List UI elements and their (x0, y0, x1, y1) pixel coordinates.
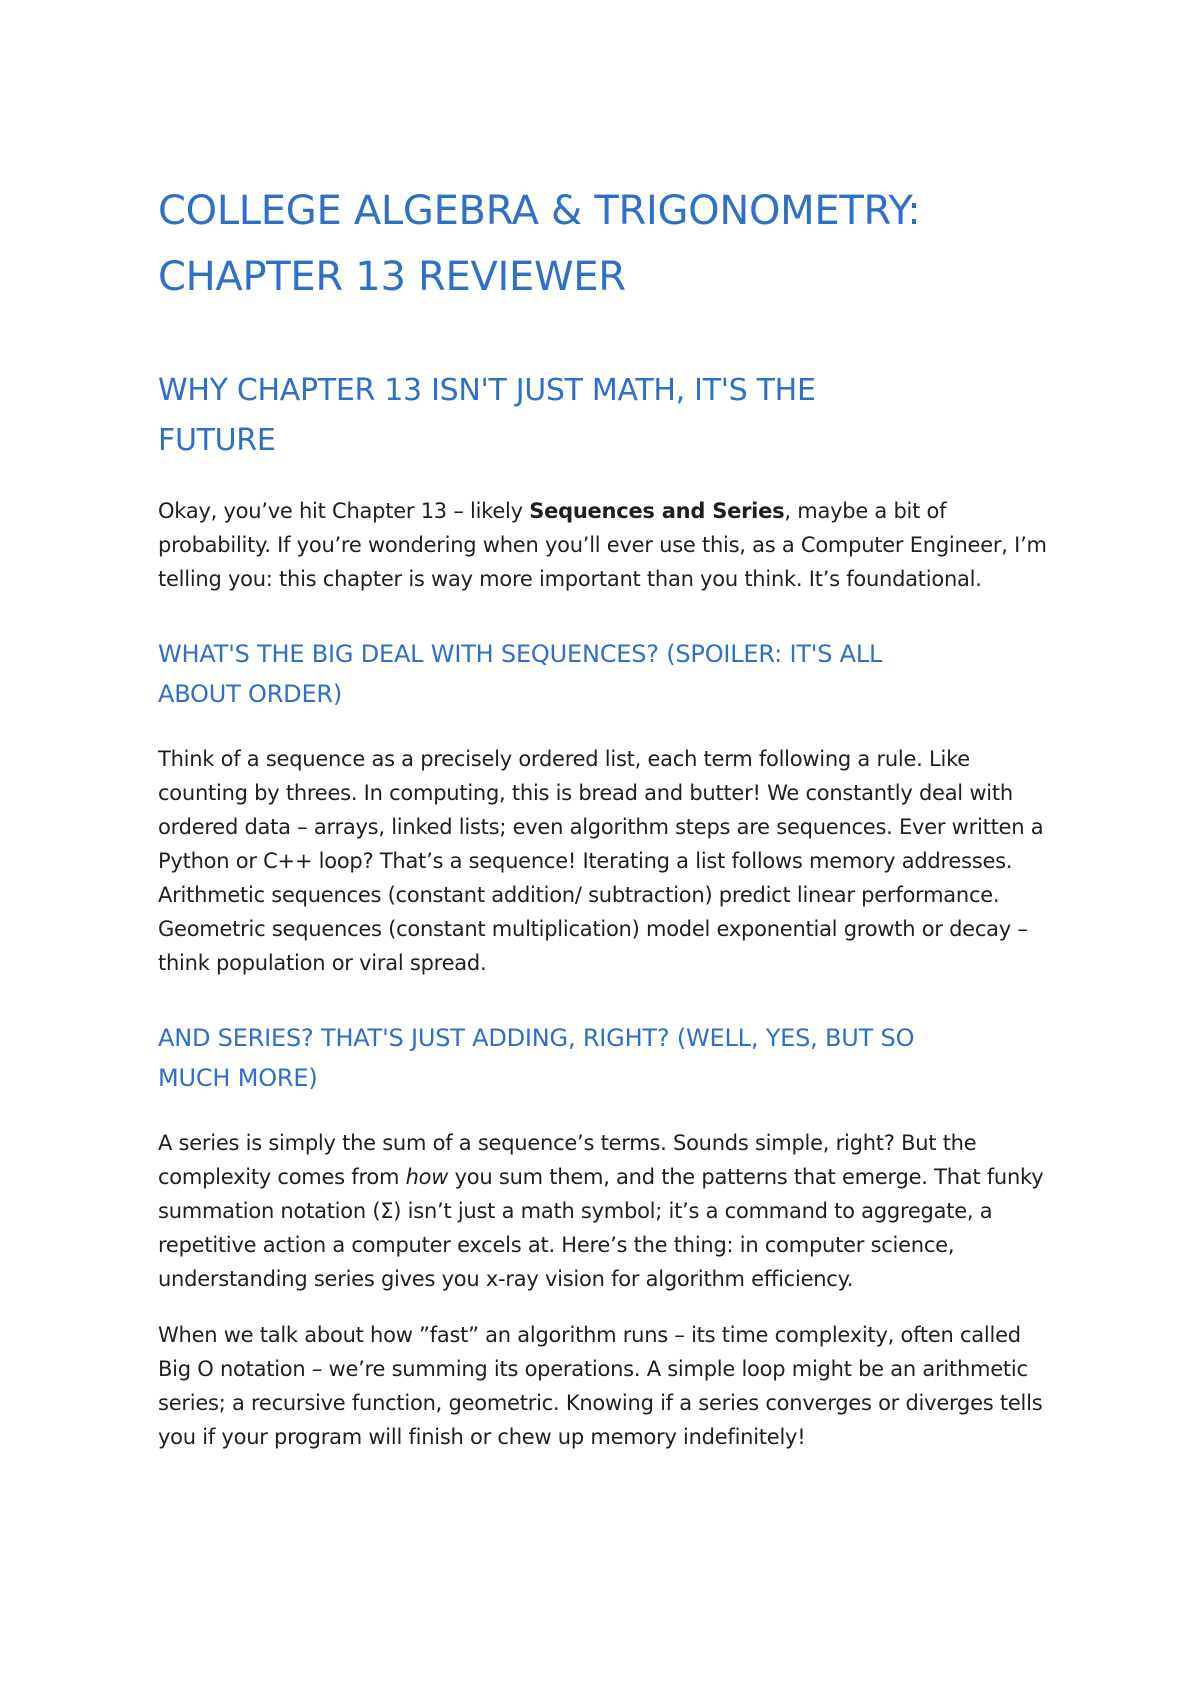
heading-line-1: AND SERIES? THAT'S JUST ADDING, RIGHT? (WELL, YES, BUT SO (158, 1024, 915, 1052)
intro-text-start: Okay, you’ve hit Chapter 13 – likely (158, 499, 530, 523)
document-page (158, 178, 1058, 1454)
heading-line-2: ABOUT ORDER) (158, 680, 343, 708)
heading-line-1: WHAT'S THE BIG DEAL WITH SEQUENCES? (SPOILER: IT'S ALL (158, 640, 883, 668)
heading-line-2: FUTURE (158, 423, 276, 458)
series-paragraph-1 (158, 1126, 1058, 1296)
sequences-and-series-emphasis: Sequences and Series (529, 499, 785, 523)
section-heading-why-chapter-13 (158, 366, 1058, 466)
sequences-paragraph: Think of a sequence as a precisely ordered list, each term following a rule. Like counting by threes. In computing, this is bread and butter! We constantly deal with ordered data – arrays, linked lists; even algorithm steps are sequences. Ever written a Python or C++ loop? That’s a sequence! Iterating a list follows memory addresses. Arithmetic sequences (constant addition/ subtraction) predict linear performance. Geometric sequences (constant multiplication) model exponential growth or decay – think population or viral spread. (158, 747, 1044, 975)
heading-line-1: WHY CHAPTER 13 ISN'T JUST MATH, IT'S THE (158, 373, 816, 408)
series-text-end: you sum them, and the patterns that emerge. That funky summation notation (Σ) isn’t just a math symbol; it’s a command to aggregate, a repetitive action a computer excels at. Here’s the thing: in computer science, understanding series gives you x-ray vision for algorithm efficiency. (158, 1165, 1044, 1291)
heading-line-2: MUCH MORE) (158, 1064, 318, 1092)
how-emphasis: how (405, 1165, 449, 1189)
section-heading-series (158, 1018, 1058, 1098)
document-title (158, 178, 1058, 310)
intro-paragraph (158, 494, 1058, 596)
section-heading-sequences (158, 634, 1058, 714)
series-paragraph-2: When we talk about how ”fast” an algorithm runs – its time complexity, often called Big O notation – we’re summing its operations. A simple loop might be an arithmetic series; a recursive function, geometric. Knowing if a series converges or diverges tells you if your program will finish or chew up memory indefinitely! (158, 1323, 1043, 1449)
intro-text-end: , maybe a bit of probability. If you’re wondering when you’ll ever use this, as a Computer Engineer, I’m telling you: this chapter is way more important than you think. It’s foundational. (158, 499, 1047, 591)
document-title-line-1: COLLEGE ALGEBRA & TRIGONOMETRY: (158, 188, 921, 234)
series-text-start: A series is simply the sum of a sequence’s terms. Sounds simple, right? But the complexity comes from (158, 1131, 977, 1189)
document-title-line-2: CHAPTER 13 REVIEWER (158, 254, 626, 300)
